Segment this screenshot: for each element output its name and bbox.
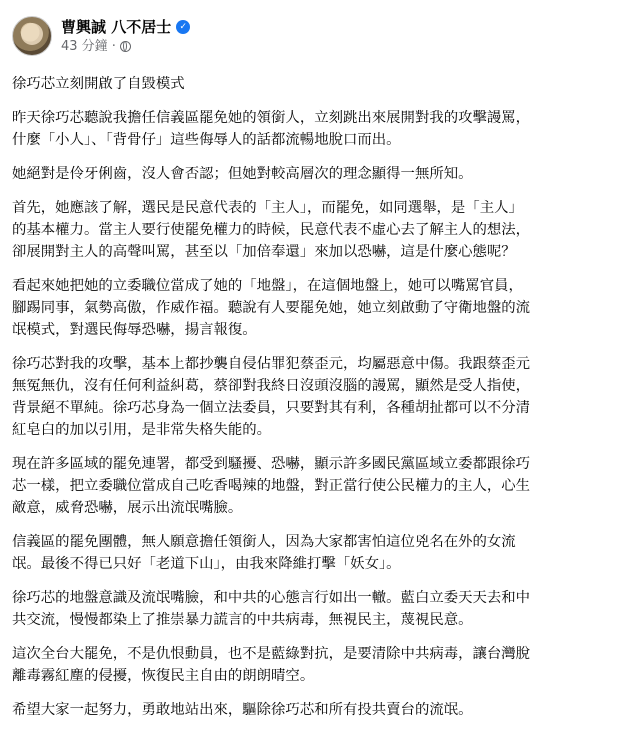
post-paragraph: 現在許多區域的罷免連署，都受到騷擾、恐嚇，顯示許多國民黨區域立委都跟徐巧 芯一樣，把立委職位當成自己吃香喝辣的地盤，對正當行使公民權力的主人，心生 敵意，威脅恐嚇，展示出流氓嘴臉。 xyxy=(12,456,531,516)
post-paragraph: 徐巧芯立刻開啟了自毀模式 xyxy=(12,76,185,92)
verified-badge-icon: ✓ xyxy=(176,20,190,34)
author-row xyxy=(61,17,190,37)
post-paragraph: 看起來她把她的立委職位當成了她的「地盤」，在這個地盤上，她可以嘴罵官員， 腳踢同事，氣勢高傲，作威作福。聽說有人要罷免她，她立刻啟動了守衛地盤的流 氓模式，對選民侮辱恐嚇，揚言報復。 xyxy=(12,278,531,338)
post-paragraph: 她絕對是伶牙俐齒，沒人會否認；但她對較高層次的理念顯得一無所知。 xyxy=(12,166,473,182)
time-row xyxy=(61,38,190,56)
post-timestamp[interactable]: 43 分鐘 xyxy=(61,38,108,54)
globe-icon[interactable] xyxy=(120,41,131,52)
post-paragraph: 首先，她應該了解，選民是民意代表的「主人」，而罷免，如同選舉，是「主人」 的基本權力。當主人要行使罷免權力的時候，民意代表不虛心去了解主人的想法， 卻展開對主人的高聲叫罵，甚至以「加倍奉還」來加以恐嚇，這是什麼心態呢？ xyxy=(12,200,531,260)
post-paragraph: 徐巧芯的地盤意識及流氓嘴臉，和中共的心態言行如出一轍。藍白立委天天去和中 共交流，慢慢都染上了推崇暴力謊言的中共病毒，無視民主，蔑視民意。 xyxy=(12,590,531,628)
post-meta xyxy=(61,17,190,56)
post-paragraph: 徐巧芯對我的攻擊，基本上都抄襲自侵佔罪犯蔡歪元，均屬惡意中傷。我跟蔡歪元 無冤無仇，沒有任何利益糾葛，蔡卻對我終日沒頭沒腦的謾罵，顯然是受人指使， 背景絕不單純。徐巧芯身為一個立法委員，只要對其有利，各種胡扯都可以不分清 紅皂白的加以引用，是非常失格失能的。 xyxy=(12,356,531,438)
post-paragraph: 這次全台大罷免，不是仇恨動員，也不是藍綠對抗，是要清除中共病毒，讓台灣脫 離毒霧紅塵的侵擾，恢復民主自由的朗朗晴空。 xyxy=(12,646,531,684)
author-name[interactable]: 曹興誠 八不居士 xyxy=(61,17,172,36)
post-header xyxy=(12,12,190,60)
post-paragraph: 希望大家一起努力，勇敢地站出來，驅除徐巧芯和所有投共賣台的流氓。 xyxy=(12,702,473,718)
separator-dot: · xyxy=(111,38,116,54)
author-avatar[interactable] xyxy=(12,16,52,56)
post-paragraph: 昨天徐巧芯聽說我擔任信義區罷免她的領銜人，立刻跳出來展開對我的攻擊謾罵， 什麼「小人」、「背骨仔」這些侮辱人的話都流暢地脫口而出。 xyxy=(12,110,531,148)
post-body xyxy=(12,73,617,733)
post-paragraph: 信義區的罷免團體，無人願意擔任領銜人，因為大家都害怕這位兇名在外的女流 氓。最後不得已只好「老道下山」，由我來降維打擊「妖女」。 xyxy=(12,534,516,572)
